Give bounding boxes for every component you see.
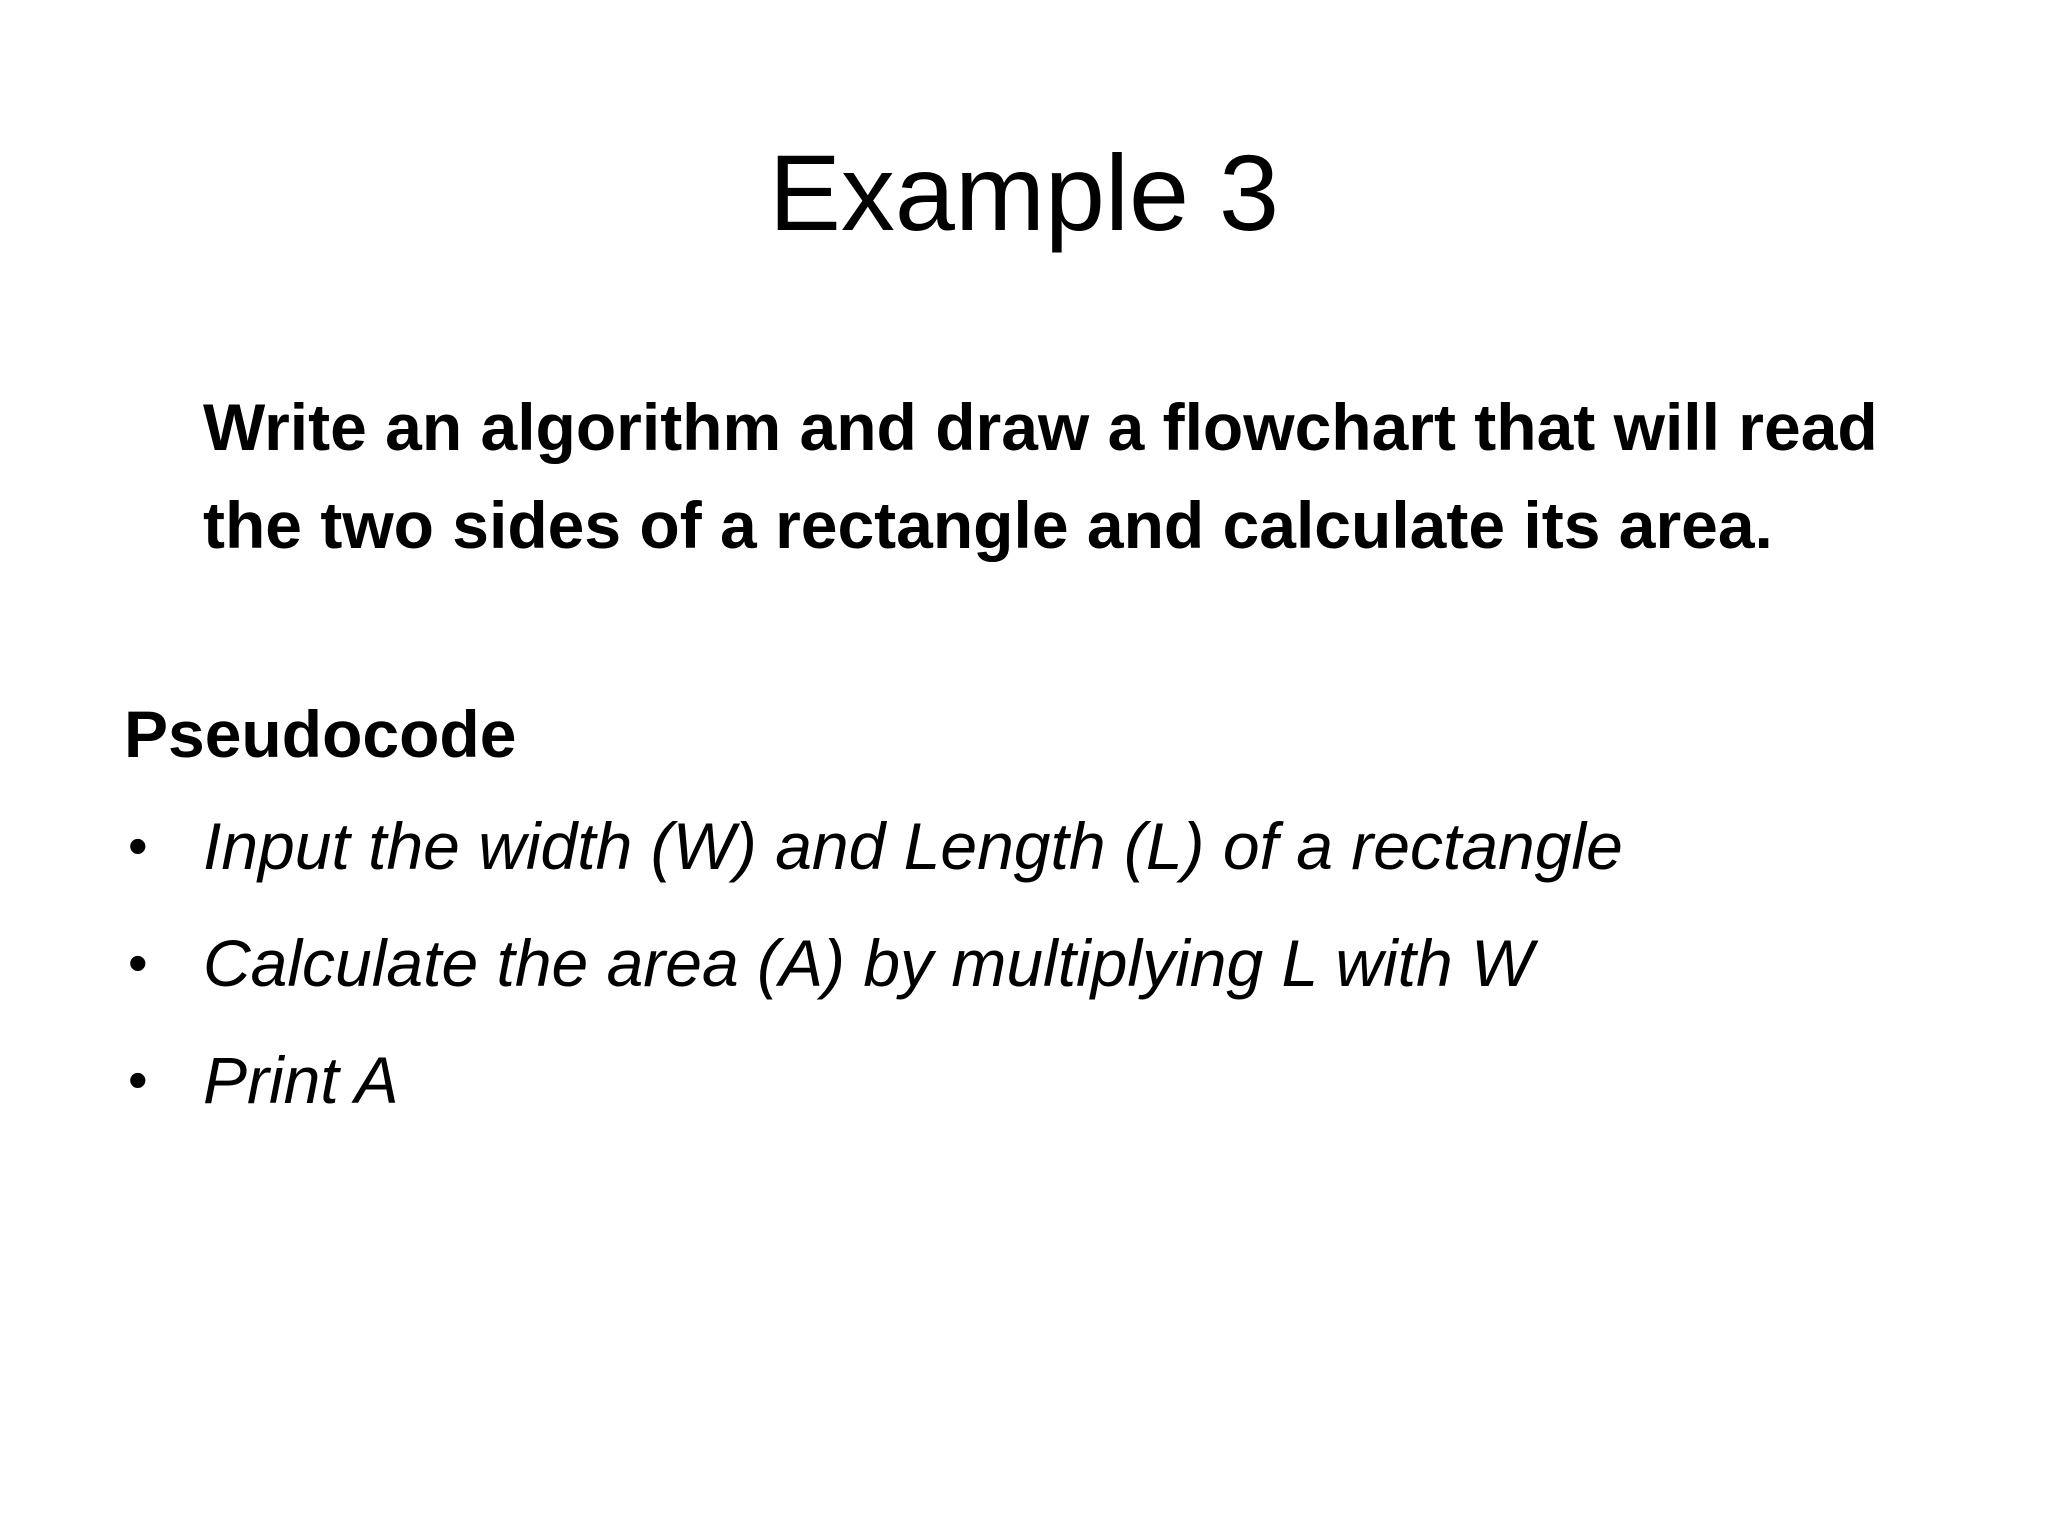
problem-statement: Write an algorithm and draw a flowchart that will read the two sides of a rectangle and calculate its area. [203, 390, 1878, 562]
slide-title: Example 3 [768, 132, 1280, 253]
pseudocode-step-text: Calculate the area (A) by multiplying L with W [203, 926, 1534, 1000]
pseudocode-step-2 [124, 919, 1924, 1036]
bullet-icon: • [128, 1048, 148, 1111]
pseudocode-step-1 [124, 802, 1924, 919]
pseudocode-heading: Pseudocode [124, 697, 517, 771]
bullet-icon: • [128, 931, 148, 994]
pseudocode-step-text: Input the width (W) and Length (L) of a rectangle [203, 809, 1623, 883]
bullet-icon: • [128, 814, 148, 877]
pseudocode-step-text: Print A [203, 1043, 399, 1117]
pseudocode-list [124, 802, 1924, 1153]
pseudocode-step-3 [124, 1036, 1924, 1153]
